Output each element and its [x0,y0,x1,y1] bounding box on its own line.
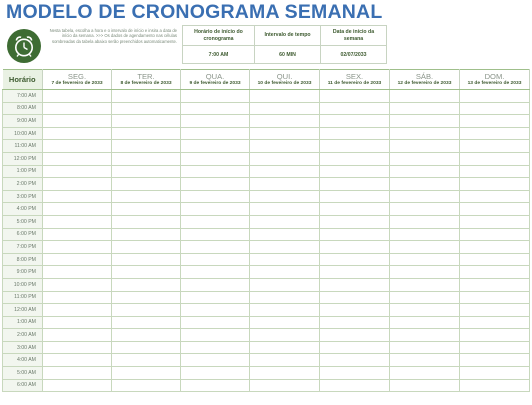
schedule-cell[interactable] [250,152,320,165]
day-name: SEX. [345,71,364,81]
schedule-cell[interactable] [250,304,320,317]
schedule-cell[interactable] [112,367,181,380]
schedule-cell[interactable] [390,278,460,291]
schedule-cell[interactable] [181,215,250,228]
day-header-tue [112,70,181,90]
schedule-cell[interactable] [320,203,390,216]
time-column-header: Horário [3,70,43,90]
schedule-cell[interactable] [320,253,390,266]
schedule-cell[interactable] [320,115,390,128]
time-slot-label: 12:00 PM [3,152,43,165]
schedule-cell[interactable] [43,278,112,291]
schedule-cell[interactable] [390,379,460,392]
schedule-cell[interactable] [250,291,320,304]
schedule-cell[interactable] [320,354,390,367]
schedule-cell[interactable] [43,304,112,317]
schedule-cell[interactable] [181,304,250,317]
schedule-cell[interactable] [390,241,460,254]
schedule-cell[interactable] [460,266,530,279]
schedule-cell[interactable] [320,367,390,380]
schedule-cell[interactable] [460,341,530,354]
schedule-cell[interactable] [181,115,250,128]
day-name: SÁB. [415,71,434,81]
schedule-row [3,152,530,165]
schedule-cell[interactable] [43,215,112,228]
schedule-cell[interactable] [390,190,460,203]
schedule-cell[interactable] [181,228,250,241]
schedule-row [3,90,530,103]
schedule-row [3,304,530,317]
schedule-cell[interactable] [112,266,181,279]
schedule-cell[interactable] [460,90,530,103]
schedule-row [3,253,530,266]
schedule-row [3,165,530,178]
schedule-cell[interactable] [181,367,250,380]
day-name: QUA. [205,71,225,81]
schedule-cell[interactable] [43,115,112,128]
schedule-cell[interactable] [43,241,112,254]
schedule-cell[interactable] [43,253,112,266]
day-date: 12 de fevereiro de 2033 [397,80,452,86]
schedule-cell[interactable] [390,140,460,153]
schedule-cell[interactable] [460,190,530,203]
schedule-cell[interactable] [43,228,112,241]
schedule-cell[interactable] [320,190,390,203]
schedule-cell[interactable] [112,316,181,329]
schedule-cell[interactable] [112,354,181,367]
schedule-cell[interactable] [460,152,530,165]
schedule-cell[interactable] [250,228,320,241]
schedule-cell[interactable] [43,152,112,165]
schedule-cell[interactable] [181,278,250,291]
schedule-cell[interactable] [181,178,250,191]
schedule-row [3,215,530,228]
schedule-cell[interactable] [320,278,390,291]
schedule-cell[interactable] [250,266,320,279]
page-title: MODELO DE CRONOGRAMA SEMANAL [6,1,383,23]
schedule-cell[interactable] [250,203,320,216]
schedule-row [3,379,530,392]
schedule-cell[interactable] [181,203,250,216]
schedule-row [3,241,530,254]
time-slot-label: 1:00 PM [3,165,43,178]
schedule-cell[interactable] [250,115,320,128]
schedule-cell[interactable] [43,329,112,342]
time-slot-label: 2:00 PM [3,178,43,191]
day-header-wed [181,70,250,90]
time-slot-label: 4:00 AM [3,354,43,367]
day-name: TER. [137,71,155,81]
schedule-cell[interactable] [460,165,530,178]
schedule-cell[interactable] [320,140,390,153]
schedule-cell[interactable] [460,253,530,266]
schedule-cell[interactable] [460,228,530,241]
schedule-row [3,115,530,128]
schedule-cell[interactable] [390,127,460,140]
schedule-cell[interactable] [250,354,320,367]
schedule-cell[interactable] [460,316,530,329]
time-slot-label: 2:00 AM [3,329,43,342]
schedule-settings-table [182,25,387,64]
schedule-cell[interactable] [320,304,390,317]
schedule-cell[interactable] [112,102,181,115]
schedule-cell[interactable] [43,266,112,279]
day-date: 13 de fevereiro de 2033 [467,80,522,86]
schedule-cell[interactable] [390,165,460,178]
schedule-cell[interactable] [181,316,250,329]
time-slot-label: 12:00 AM [3,304,43,317]
schedule-cell[interactable] [181,266,250,279]
schedule-cell[interactable] [112,127,181,140]
time-interval-cell[interactable]: 60 MIN [255,46,321,64]
schedule-cell[interactable] [181,253,250,266]
schedule-cell[interactable] [390,316,460,329]
schedule-cell[interactable] [320,291,390,304]
schedule-cell[interactable] [250,90,320,103]
schedule-cell[interactable] [250,165,320,178]
time-slot-label: 6:00 PM [3,228,43,241]
schedule-cell[interactable] [43,165,112,178]
schedule-cell[interactable] [43,140,112,153]
schedule-cell[interactable] [320,329,390,342]
schedule-cell[interactable] [250,127,320,140]
day-date: 9 de fevereiro de 2033 [189,80,241,86]
schedule-cell[interactable] [390,215,460,228]
schedule-cell[interactable] [112,190,181,203]
schedule-cell[interactable] [181,127,250,140]
time-slot-label: 10:00 PM [3,278,43,291]
time-slot-label: 9:00 AM [3,115,43,128]
schedule-cell[interactable] [112,341,181,354]
schedule-cell[interactable] [112,228,181,241]
schedule-cell[interactable] [390,341,460,354]
time-slot-label: 11:00 AM [3,140,43,153]
day-header-sun [460,70,530,90]
schedule-cell[interactable] [460,329,530,342]
schedule-cell[interactable] [112,215,181,228]
schedule-cell[interactable] [181,165,250,178]
schedule-cell[interactable] [250,316,320,329]
schedule-cell[interactable] [460,278,530,291]
schedule-cell[interactable] [250,329,320,342]
schedule-cell[interactable] [320,341,390,354]
schedule-cell[interactable] [320,127,390,140]
schedule-row [3,228,530,241]
schedule-cell[interactable] [181,102,250,115]
schedule-cell[interactable] [112,203,181,216]
schedule-cell[interactable] [181,90,250,103]
schedule-row [3,329,530,342]
time-slot-label: 8:00 AM [3,102,43,115]
day-header-thu [250,70,320,90]
schedule-row [3,203,530,216]
instructions-text: Nesta tabela, escolha a hora e o intervalo de início e insira a data de início da semana. >>> Os dados de agendamento nas células sombreadas da tabela abaixo serão preenchidos automaticamente. [49,28,177,44]
schedule-cell[interactable] [112,329,181,342]
schedule-rows [3,90,530,392]
schedule-cell[interactable] [43,190,112,203]
schedule-cell[interactable] [43,90,112,103]
schedule-cell[interactable] [390,354,460,367]
schedule-row [3,278,530,291]
time-slot-label: 3:00 PM [3,190,43,203]
schedule-cell[interactable] [181,341,250,354]
schedule-cell[interactable] [250,253,320,266]
day-name: QUI. [276,71,293,81]
schedule-cell[interactable] [250,341,320,354]
day-header-fri [320,70,390,90]
schedule-cell[interactable] [390,304,460,317]
time-slot-label: 8:00 PM [3,253,43,266]
schedule-cell[interactable] [460,178,530,191]
schedule-row [3,190,530,203]
schedule-cell[interactable] [460,115,530,128]
schedule-cell[interactable] [250,190,320,203]
day-header-sat [390,70,460,90]
schedule-cell[interactable] [460,291,530,304]
time-slot-label: 5:00 PM [3,215,43,228]
schedule-cell[interactable] [250,178,320,191]
schedule-row [3,354,530,367]
schedule-cell[interactable] [112,115,181,128]
time-slot-label: 3:00 AM [3,341,43,354]
time-slot-label: 5:00 AM [3,367,43,380]
schedule-cell[interactable] [390,203,460,216]
schedule-row [3,102,530,115]
day-name: DOM. [484,71,505,81]
schedule-cell[interactable] [181,354,250,367]
schedule-cell[interactable] [181,152,250,165]
schedule-cell[interactable] [250,215,320,228]
schedule-cell[interactable] [112,241,181,254]
schedule-cell[interactable] [460,367,530,380]
schedule-cell[interactable] [181,190,250,203]
schedule-cell[interactable] [460,304,530,317]
schedule-cell[interactable] [112,165,181,178]
day-date: 8 de fevereiro de 2033 [120,80,172,86]
time-interval-header: Intervalo de tempo [255,26,321,46]
schedule-cell[interactable] [250,278,320,291]
schedule-cell[interactable] [250,140,320,153]
schedule-cell[interactable] [460,354,530,367]
schedule-row [3,140,530,153]
schedule-row [3,316,530,329]
schedule-cell[interactable] [460,203,530,216]
time-slot-label: 4:00 PM [3,203,43,216]
start-time-header: Horário de início do cronograma [183,26,255,46]
schedule-cell[interactable] [320,379,390,392]
schedule-cell[interactable] [320,266,390,279]
schedule-cell[interactable] [181,241,250,254]
schedule-cell[interactable] [460,215,530,228]
schedule-cell[interactable] [112,379,181,392]
time-slot-label: 10:00 AM [3,127,43,140]
schedule-cell[interactable] [460,127,530,140]
day-date: 7 de fevereiro de 2033 [51,80,103,86]
schedule-cell[interactable] [320,241,390,254]
schedule-cell[interactable] [250,379,320,392]
time-slot-label: 7:00 AM [3,90,43,103]
day-name: SEG. [67,71,87,81]
schedule-cell[interactable] [460,379,530,392]
schedule-cell[interactable] [320,102,390,115]
schedule-row [3,266,530,279]
schedule-cell[interactable] [250,367,320,380]
schedule-cell[interactable] [320,152,390,165]
schedule-row [3,178,530,191]
schedule-cell[interactable] [320,165,390,178]
schedule-cell[interactable] [390,102,460,115]
schedule-cell[interactable] [43,379,112,392]
schedule-cell[interactable] [112,178,181,191]
schedule-cell[interactable] [112,90,181,103]
schedule-cell[interactable] [112,278,181,291]
schedule-cell[interactable] [112,140,181,153]
schedule-cell[interactable] [460,140,530,153]
schedule-cell[interactable] [320,90,390,103]
week-start-date-cell[interactable]: 02/07/2033 [321,46,387,64]
schedule-cell[interactable] [43,178,112,191]
schedule-cell[interactable] [181,379,250,392]
schedule-cell[interactable] [43,354,112,367]
schedule-cell[interactable] [390,253,460,266]
schedule-row [3,341,530,354]
schedule-cell[interactable] [250,102,320,115]
schedule-cell[interactable] [181,329,250,342]
alarm-clock-icon [7,29,41,63]
schedule-row [3,291,530,304]
schedule-cell[interactable] [390,266,460,279]
schedule-cell[interactable] [320,178,390,191]
schedule-cell[interactable] [390,115,460,128]
schedule-cell[interactable] [43,316,112,329]
schedule-cell[interactable] [460,102,530,115]
schedule-cell[interactable] [320,316,390,329]
schedule-cell[interactable] [181,140,250,153]
schedule-cell[interactable] [181,291,250,304]
time-slot-label: 6:00 AM [3,379,43,392]
schedule-cell[interactable] [320,228,390,241]
schedule-cell[interactable] [390,329,460,342]
schedule-cell[interactable] [112,253,181,266]
schedule-cell[interactable] [43,102,112,115]
time-slot-label: 1:00 AM [3,316,43,329]
schedule-cell[interactable] [43,127,112,140]
schedule-cell[interactable] [43,291,112,304]
schedule-cell[interactable] [43,203,112,216]
week-start-date-header: Data de início da semana [321,26,387,46]
schedule-cell[interactable] [320,215,390,228]
schedule-cell[interactable] [390,152,460,165]
schedule-cell[interactable] [390,291,460,304]
schedule-cell[interactable] [43,367,112,380]
schedule-cell[interactable] [112,152,181,165]
schedule-cell[interactable] [390,228,460,241]
schedule-cell[interactable] [43,341,112,354]
day-date: 11 de fevereiro de 2033 [327,80,382,86]
schedule-cell[interactable] [390,178,460,191]
time-slot-label: 7:00 PM [3,241,43,254]
weekly-schedule-grid [2,69,530,392]
day-date: 10 de fevereiro de 2033 [257,80,312,86]
schedule-cell[interactable] [390,90,460,103]
schedule-cell[interactable] [112,304,181,317]
schedule-cell[interactable] [250,241,320,254]
time-slot-label: 9:00 PM [3,266,43,279]
schedule-row [3,367,530,380]
schedule-row [3,127,530,140]
time-slot-label: 11:00 PM [3,291,43,304]
schedule-cell[interactable] [112,291,181,304]
day-header-mon [43,70,112,90]
start-time-cell[interactable]: 7:00 AM [183,46,255,64]
schedule-cell[interactable] [460,241,530,254]
schedule-cell[interactable] [390,367,460,380]
